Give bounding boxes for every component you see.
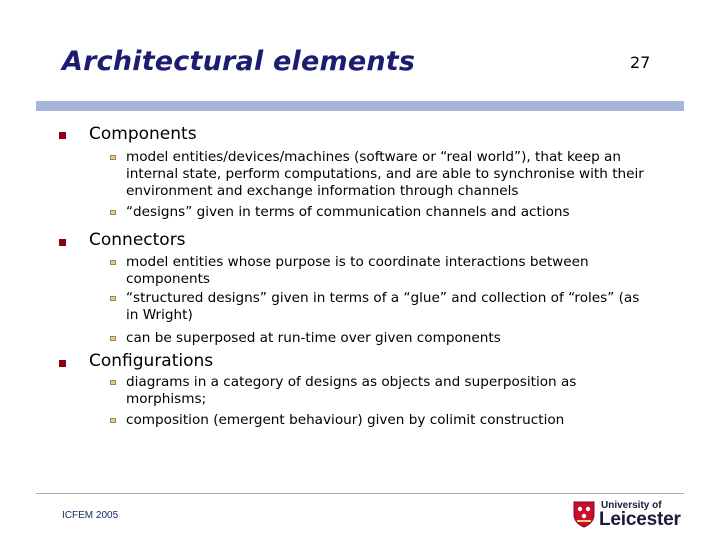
bullet-square-icon bbox=[59, 132, 66, 139]
list-item: model entities whose purpose is to coordinate interactions between components bbox=[126, 254, 589, 287]
bullet-square-icon bbox=[59, 239, 66, 246]
university-logo bbox=[572, 499, 681, 531]
footer-rule bbox=[36, 493, 684, 494]
slide-number: 27 bbox=[630, 53, 651, 72]
section-heading-components: Components bbox=[89, 124, 197, 144]
bullet-square-icon bbox=[110, 260, 116, 265]
bullet-square-icon bbox=[110, 296, 116, 301]
logo-leicester: Leicester bbox=[599, 509, 681, 530]
list-item: “designs” given in terms of communication channels and actions bbox=[126, 204, 570, 220]
bullet-square-icon bbox=[59, 360, 66, 367]
list-item: can be superposed at run-time over given components bbox=[126, 330, 501, 346]
list-item: “structured designs” given in terms of a “glue” and collection of “roles” (as in Wright) bbox=[126, 290, 640, 323]
section-heading-configurations: Configurations bbox=[89, 351, 214, 371]
bullet-square-icon bbox=[110, 336, 116, 341]
bullet-square-icon bbox=[110, 380, 116, 385]
bullet-square-icon bbox=[110, 210, 116, 215]
crest-icon bbox=[572, 500, 596, 528]
bullet-square-icon bbox=[110, 418, 116, 423]
logo-university-of: University of bbox=[601, 500, 662, 511]
bullet-square-icon bbox=[110, 155, 116, 160]
list-item: model entities/devices/machines (software or “real world”), that keep an internal state, perform computations, and are able to synchronise with their environment and exchange information through channels bbox=[126, 149, 644, 199]
footer-conference: ICFEM 2005 bbox=[62, 510, 119, 521]
list-item: composition (emergent behaviour) given by colimit construction bbox=[126, 412, 565, 428]
list-item: diagrams in a category of designs as objects and superposition as morphisms; bbox=[126, 374, 577, 407]
section-heading-connectors: Connectors bbox=[89, 230, 186, 250]
header-rule bbox=[36, 101, 684, 111]
slide-title: Architectural elements bbox=[62, 46, 416, 77]
